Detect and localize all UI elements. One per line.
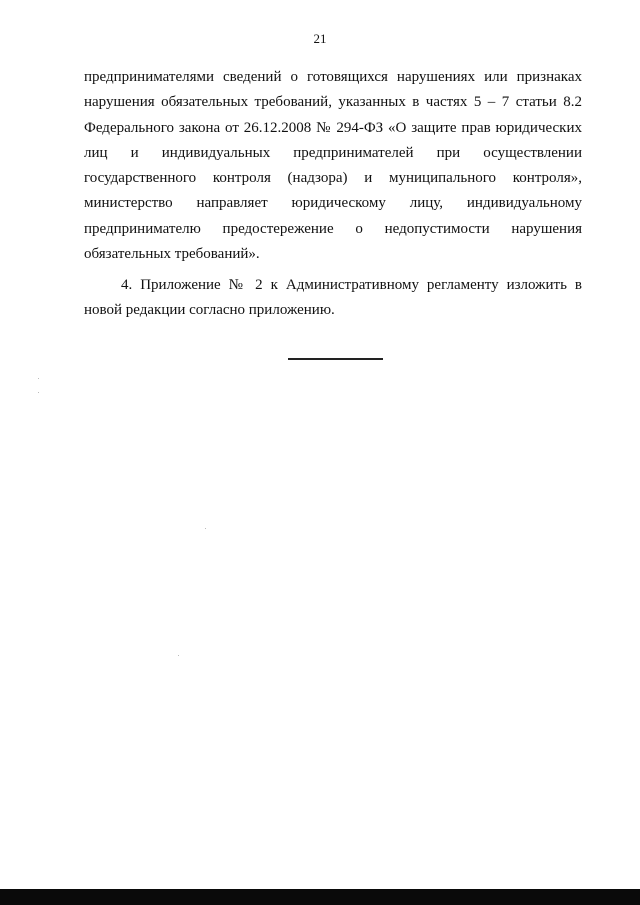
scan-edge-bar — [0, 889, 640, 905]
text-line: 4. Приложение № 2 к Административному регламенту изложить в — [121, 277, 582, 293]
scan-speck — [38, 392, 39, 393]
scan-speck — [205, 528, 206, 529]
text-line: Федерального закона от 26.12.2008 № 294-ФЗ «О защите прав юридических — [84, 119, 582, 136]
text-line: новой редакции согласно приложению. — [84, 302, 335, 319]
paragraph-continuation — [84, 65, 582, 267]
text-line: лиц и индивидуальных предпринимателей при осуществлении — [84, 144, 582, 161]
text-line: нарушения обязательных требований, указанных в частях 5 – 7 статьи 8.2 — [84, 94, 582, 111]
text-line: государственного контроля (надзора) и муниципального контроля», — [84, 170, 582, 187]
end-separator-line — [288, 358, 383, 360]
paragraph-item-4 — [84, 273, 582, 324]
text-line: обязательных требований». — [84, 246, 260, 263]
page-number: 21 — [313, 31, 327, 46]
text-line: министерство направляет юридическому лицу, индивидуальному — [84, 195, 582, 212]
scan-speck — [38, 378, 39, 379]
text-line: предпринимателями сведений о готовящихся нарушениях или признаках — [84, 69, 582, 85]
text-line: предпринимателю предостережение о недопустимости нарушения — [84, 220, 582, 237]
scan-speck — [178, 655, 179, 656]
